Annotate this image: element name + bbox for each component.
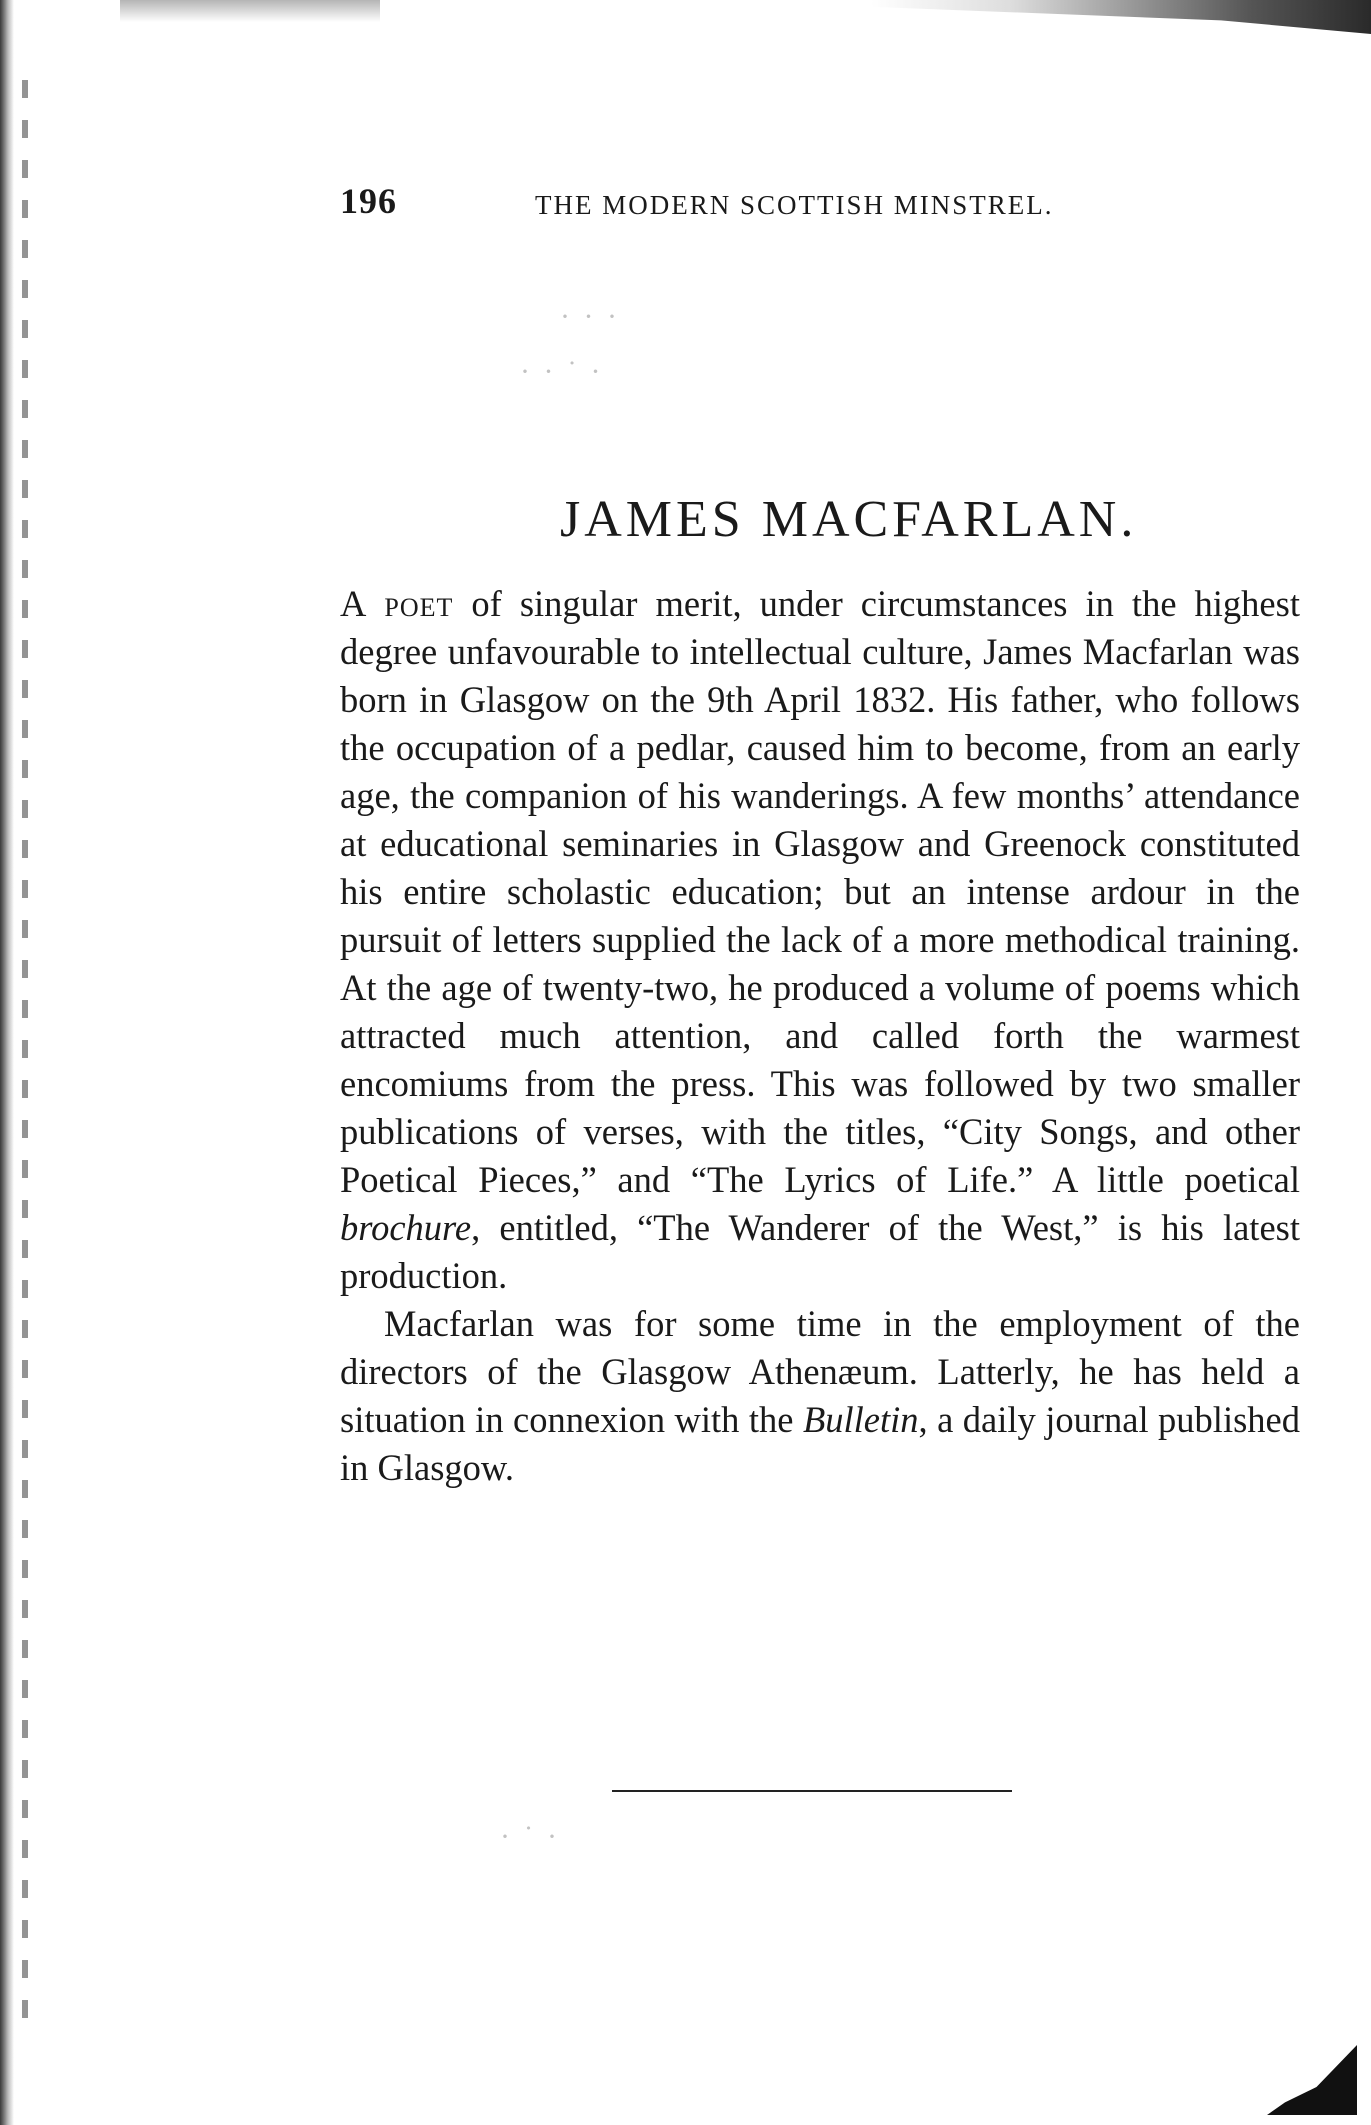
section-end-rule bbox=[612, 1790, 1012, 1792]
article-title: JAMES MACFARLAN. bbox=[560, 491, 1138, 548]
bleed-through-mark: · · · bbox=[560, 300, 620, 333]
paragraph-2 bbox=[340, 1300, 1300, 1492]
lead-words: A poet bbox=[340, 583, 454, 624]
scan-edge-left bbox=[0, 0, 14, 2125]
scan-edge-streak bbox=[22, 80, 28, 2040]
italic-word: brochure bbox=[340, 1207, 472, 1248]
bleed-through-mark: · ˙ · bbox=[500, 1820, 560, 1853]
italic-title: Bulletin bbox=[802, 1399, 919, 1440]
scan-smudge bbox=[120, 0, 380, 22]
article-body bbox=[340, 580, 1300, 1492]
bleed-through-mark: · · ˙ · bbox=[520, 355, 604, 388]
paragraph-1 bbox=[340, 580, 1300, 1300]
paragraph-1-text: of singular merit, under circumstances in the highest degree unfavourable to intellectual culture, James Macfarlan was born in Glasgow on the 9th April 1832. His father, who follows the occupation of a pedlar, caused him to become, from an early age, the companion of his wanderings. A few months’ attendance at educational seminaries in Glasgow and Greenock constituted his entire scholastic education; but an intense ardour in the pursuit of letters supplied the lack of a more methodical training. At the age of twenty-two, he produced a volume of poems which attracted much attention, and called forth the warmest encomiums from the press. This was followed by two smaller publications of verses, with the titles, “City Songs, and other Poetical Pieces,” and “The Lyrics of Life.” A little poetical bbox=[340, 583, 1300, 1200]
scan-corner-shadow bbox=[1267, 2045, 1357, 2115]
paragraph-2-text-end: , a daily journal published in Glasgow. bbox=[340, 1399, 1300, 1488]
paragraph-2-text: Macfarlan was for some time in the employment of the directors of the Glasgow Athenæum. Latterly, he has held a situation in connexion with the bbox=[340, 1303, 1300, 1440]
running-title: THE MODERN SCOTTISH MINSTREL. bbox=[535, 190, 1054, 220]
running-head bbox=[340, 180, 1240, 230]
scan-edge-top bbox=[871, 0, 1371, 34]
paragraph-1-text-end: , entitled, “The Wanderer of the West,” is his latest production. bbox=[340, 1207, 1300, 1296]
page-number: 196 bbox=[340, 181, 397, 221]
